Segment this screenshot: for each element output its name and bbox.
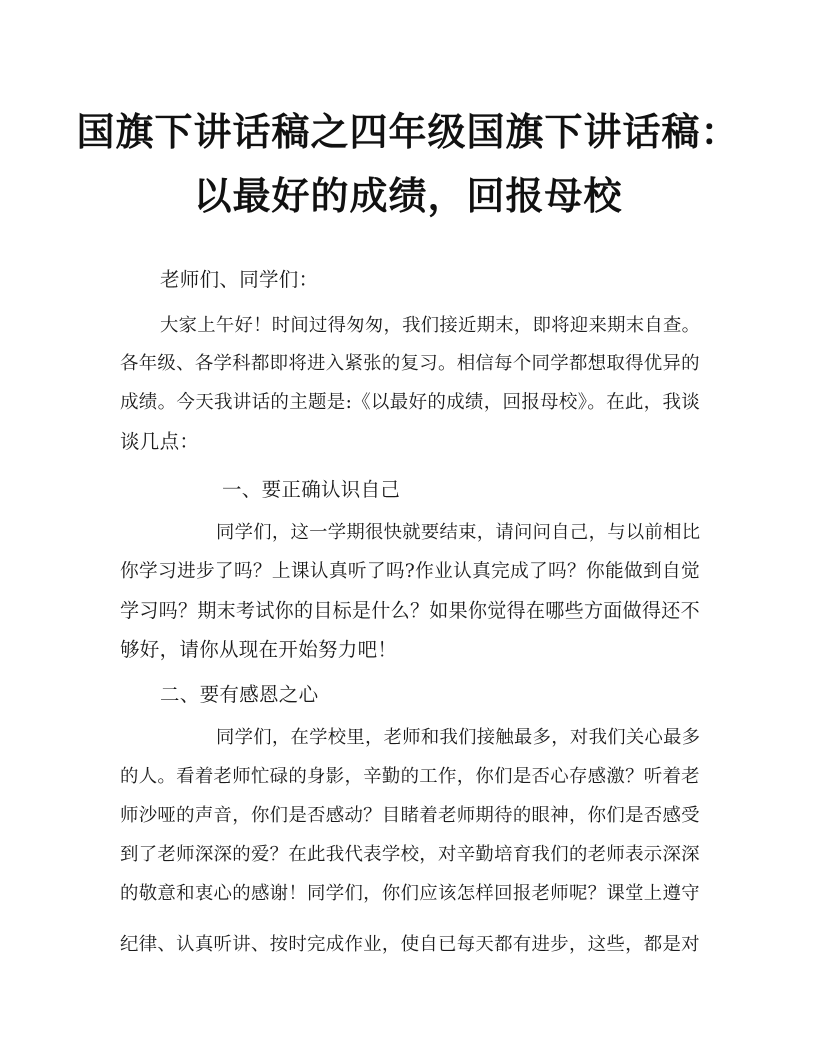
document-title-line-1: 国旗下讲话稿之四年级国旗下讲话稿： bbox=[76, 109, 740, 154]
paragraph-2-line-2: 你学习进步了吗？上课认真听了吗?作业认真完成了吗？你能做到自觉 bbox=[120, 561, 700, 582]
paragraph-1-line-3: 成绩。今天我讲话的主题是:《以最好的成绩，回报母校》。在此，我谈 bbox=[120, 392, 701, 413]
paragraph-3-line-3: 师沙哑的声音，你们是否感动？目睹着老师期待的眼神，你们是否感受 bbox=[120, 805, 700, 826]
paragraph-2-line-1: 同学们，这一学期很快就要结束，请问问自己，与以前相比 bbox=[216, 522, 701, 543]
paragraph-3-line-1: 同学们，在学校里，老师和我们接触最多，对我们关心最多 bbox=[216, 727, 701, 748]
paragraph-2-line-3: 学习吗？期末考试你的目标是什么？如果你觉得在哪些方面做得还不 bbox=[120, 600, 700, 622]
paragraph-1-line-4: 谈几点： bbox=[120, 430, 200, 453]
paragraph-1-line-2: 各年级、各学科都即将进入紧张的复习。相信每个同学都想取得优异的 bbox=[120, 353, 700, 374]
section-heading-1: 一、要正确认识自己 bbox=[222, 478, 401, 501]
section-heading-2: 二、要有感恩之心 bbox=[160, 683, 319, 706]
paragraph-3-line-2: 的人。看着老师忙碌的身影，辛勤的工作，你们是否心存感激？听着老 bbox=[120, 766, 700, 787]
paragraph-3-line-6: 纪律、认真听讲、按时完成作业，使自已每天都有进步，这些，都是对 bbox=[120, 934, 700, 955]
document-title-line-2: 以最好的成绩，回报母校 bbox=[193, 173, 623, 218]
paragraph-1-line-1: 大家上午好！时间过得匆匆，我们接近期末，即将迎来期末自查。 bbox=[160, 315, 701, 336]
paragraph-2-line-4: 够好，请你从现在开始努力吧！ bbox=[120, 638, 398, 661]
paragraph-3-line-5: 的敬意和衷心的感谢！同学们，你们应该怎样回报老师呢？课堂上遵守 bbox=[120, 883, 700, 904]
paragraph-3-line-4: 到了老师深深的爱？在此我代表学校，对辛勤培育我们的老师表示深深 bbox=[120, 844, 700, 865]
salutation: 老师们、同学们： bbox=[160, 268, 319, 291]
